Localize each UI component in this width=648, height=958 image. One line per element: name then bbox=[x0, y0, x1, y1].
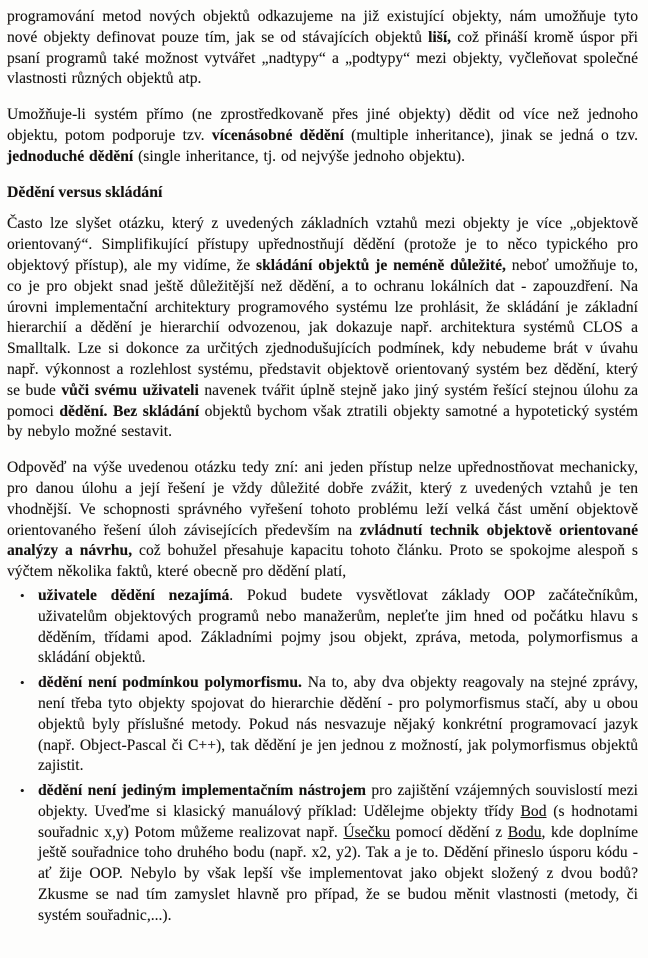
para-composition-importance bbox=[7, 214, 638, 443]
text-run: (multiple inheritance), jinak se jedná o tzv. bbox=[343, 126, 638, 144]
bullet-text bbox=[38, 674, 638, 774]
text-run: pro zajištění vzájemných souvislostí mezi objekty. Uveďme si klasický manuálový příklad: Udělejme objekty třídy bbox=[38, 782, 638, 820]
text-run: neboť umožňuje to, co je pro objekt snad ještě důležitější než dědění, a to ochranu lokálních dat - zapouzdření. Na úrovni implementační architektury programového systému lze prohlásit, že skládání je základní hierarchií a dědění je hierarchií odvozenou, jak dokazuje např. architektura systémů CLOS a Smalltalk. Lze si dokonce za určitých zjednodušujících podmínek, kdy nebudeme brát v úvahu např. výkonnost a rozlehlost systému, představit objektově orientovaný systém bez dědění, který se bude bbox=[7, 256, 638, 399]
text-run: (single inheritance, tj. od nejvýše jednoho objektu). bbox=[133, 147, 466, 165]
heading-inheritance-versus-composition bbox=[7, 183, 638, 204]
para-answer-and-facts-intro bbox=[7, 458, 638, 583]
text-run: Často lze slyšet otázku, který z uvedených základních vztahů mezi objekty je více „objektově orientovaný“. Simplifikující přístupy upřednostňují dědění (protože je to něco typického pro objektový přístup), ale my vidíme, že bbox=[7, 215, 638, 274]
bullet-icon: • bbox=[20, 675, 25, 691]
text-run: Na to, aby dva objekty reagovaly na stejné zprávy, není třeba tyto objekty spojovat do hierarchie dědění - pro polymorfismus stačí, aby u obou objektů byly příslušné metody. Pokud nás nesvazuje nějaký konkrétní programovací jazyk (např. Object-Pascal či C++), tak dědění je jen jednou z možností, jak polymorfismus objektů zajistit. bbox=[38, 674, 638, 775]
bullet-inheritance-not-only-implementation-tool bbox=[7, 781, 638, 927]
bold-text-run: uživatele dědění nezajímá bbox=[38, 586, 230, 604]
bullet-users-dont-care-about-inheritance bbox=[7, 586, 638, 669]
text-run: což bohužel přesahuje kapacitu tohoto článku. Proto se spokojme alespoň s výčtem několika faktů, které obecně pro dědění platí, bbox=[7, 542, 638, 581]
text-run: . Pokud budete vysvětlovat základy OOP začátečníkům, uživatelům objektových programů nebo manažerům, nepleťte jim hned od počátku hlavu s děděním, třídami apod. Základními pojmy jsou objekt, zpráva, metoda, polymorfismus a skládání objektů. bbox=[38, 586, 638, 667]
para-multiple-vs-single-inheritance bbox=[7, 105, 638, 167]
bullet-icon: • bbox=[20, 587, 25, 603]
text-run: Umožňuje-li systém přímo (ne zprostředkovaně přes jiné objekty) dědit od více než jednoho objektu, potom podporuje tzv. bbox=[7, 106, 638, 144]
document-content bbox=[7, 7, 638, 927]
text-run: což přináší kromě úspor při psaní programů také možnost vytvářet „nadtypy“ a „podtypy“ mezi objekty, vyčleňovat společné vlastnosti různých objektů atp. bbox=[7, 28, 639, 88]
bullet-text bbox=[38, 587, 638, 666]
underlined-text-run: Úsečku bbox=[343, 823, 391, 841]
bold-text-run: dědění není jediným implementačním nástrojem bbox=[38, 782, 366, 800]
text-run: Odpověď na výše uvedenou otázku tedy zní: ani jeden přístup nelze upřednostňovat mechanicky, pro danou úlohu a její řešení je vždy důležité dobře zvážit, který z uvedených vztahů je ten vhodnější. Ve schopnosti správného vyřešení tohoto problému leží velká část umění objektově orientovaného řešení úloh závisejících především na bbox=[7, 459, 638, 539]
bullet-inheritance-not-condition-of-polymorphism bbox=[7, 673, 638, 777]
bold-text-run: dědění není podmínkou polymorfismu. bbox=[38, 674, 302, 692]
para-inheritance-intro bbox=[7, 7, 638, 90]
text-run: , kde doplníme ještě souřadnice toho druhého bodu (např. x2, y2). Tak a je to. Dědění přineslo úsporu kódu - ať žije OOP. Nebylo by však lepší vše implementovat jako objekt složený z dvou bodů? Zkusme se nad tím zamyslet hlavně pro případ, že se budou měnit vlastnosti (metody, či systém souřadnic,...). bbox=[38, 823, 638, 924]
bold-text-run: jednoduché dědění bbox=[7, 147, 134, 165]
bold-text-run: vůči svému uživateli bbox=[61, 381, 199, 399]
bold-text-run: liší, bbox=[428, 28, 452, 46]
bullet-icon: • bbox=[20, 783, 25, 799]
text-run: (s hodnotami souřadnic x,y) Potom můžeme realizovat např. bbox=[38, 802, 638, 841]
underlined-text-run: Bodu bbox=[507, 823, 542, 841]
bold-text-run: zvládnutí technik objektově orientované analýzy a návrhu, bbox=[7, 521, 638, 560]
bullet-text bbox=[38, 782, 638, 924]
bold-text-run: Dědění versus skládání bbox=[7, 183, 163, 201]
bold-text-run: dědění. Bez skládání bbox=[59, 402, 200, 420]
underlined-text-run: Bod bbox=[520, 802, 547, 820]
text-run: pomocí dědění z bbox=[390, 823, 508, 841]
text-run: navenek tvářit úplně stejně jako jiný systém řešící stejnou úlohu za pomoci bbox=[7, 381, 639, 420]
text-run: objektů bychom však ztratili objekty samotné a hypotetický systém by nebylo možné sestavit. bbox=[7, 402, 638, 441]
text-run: programování metod nových objektů odkazujeme na již existující objekty, nám umožňuje tyto nové objekty definovat pouze tím, jak se od stávajících objektů bbox=[7, 8, 638, 46]
bold-text-run: vícenásobné dědění bbox=[211, 126, 344, 144]
bold-text-run: skládání objektů je neméně důležité, bbox=[256, 256, 506, 274]
